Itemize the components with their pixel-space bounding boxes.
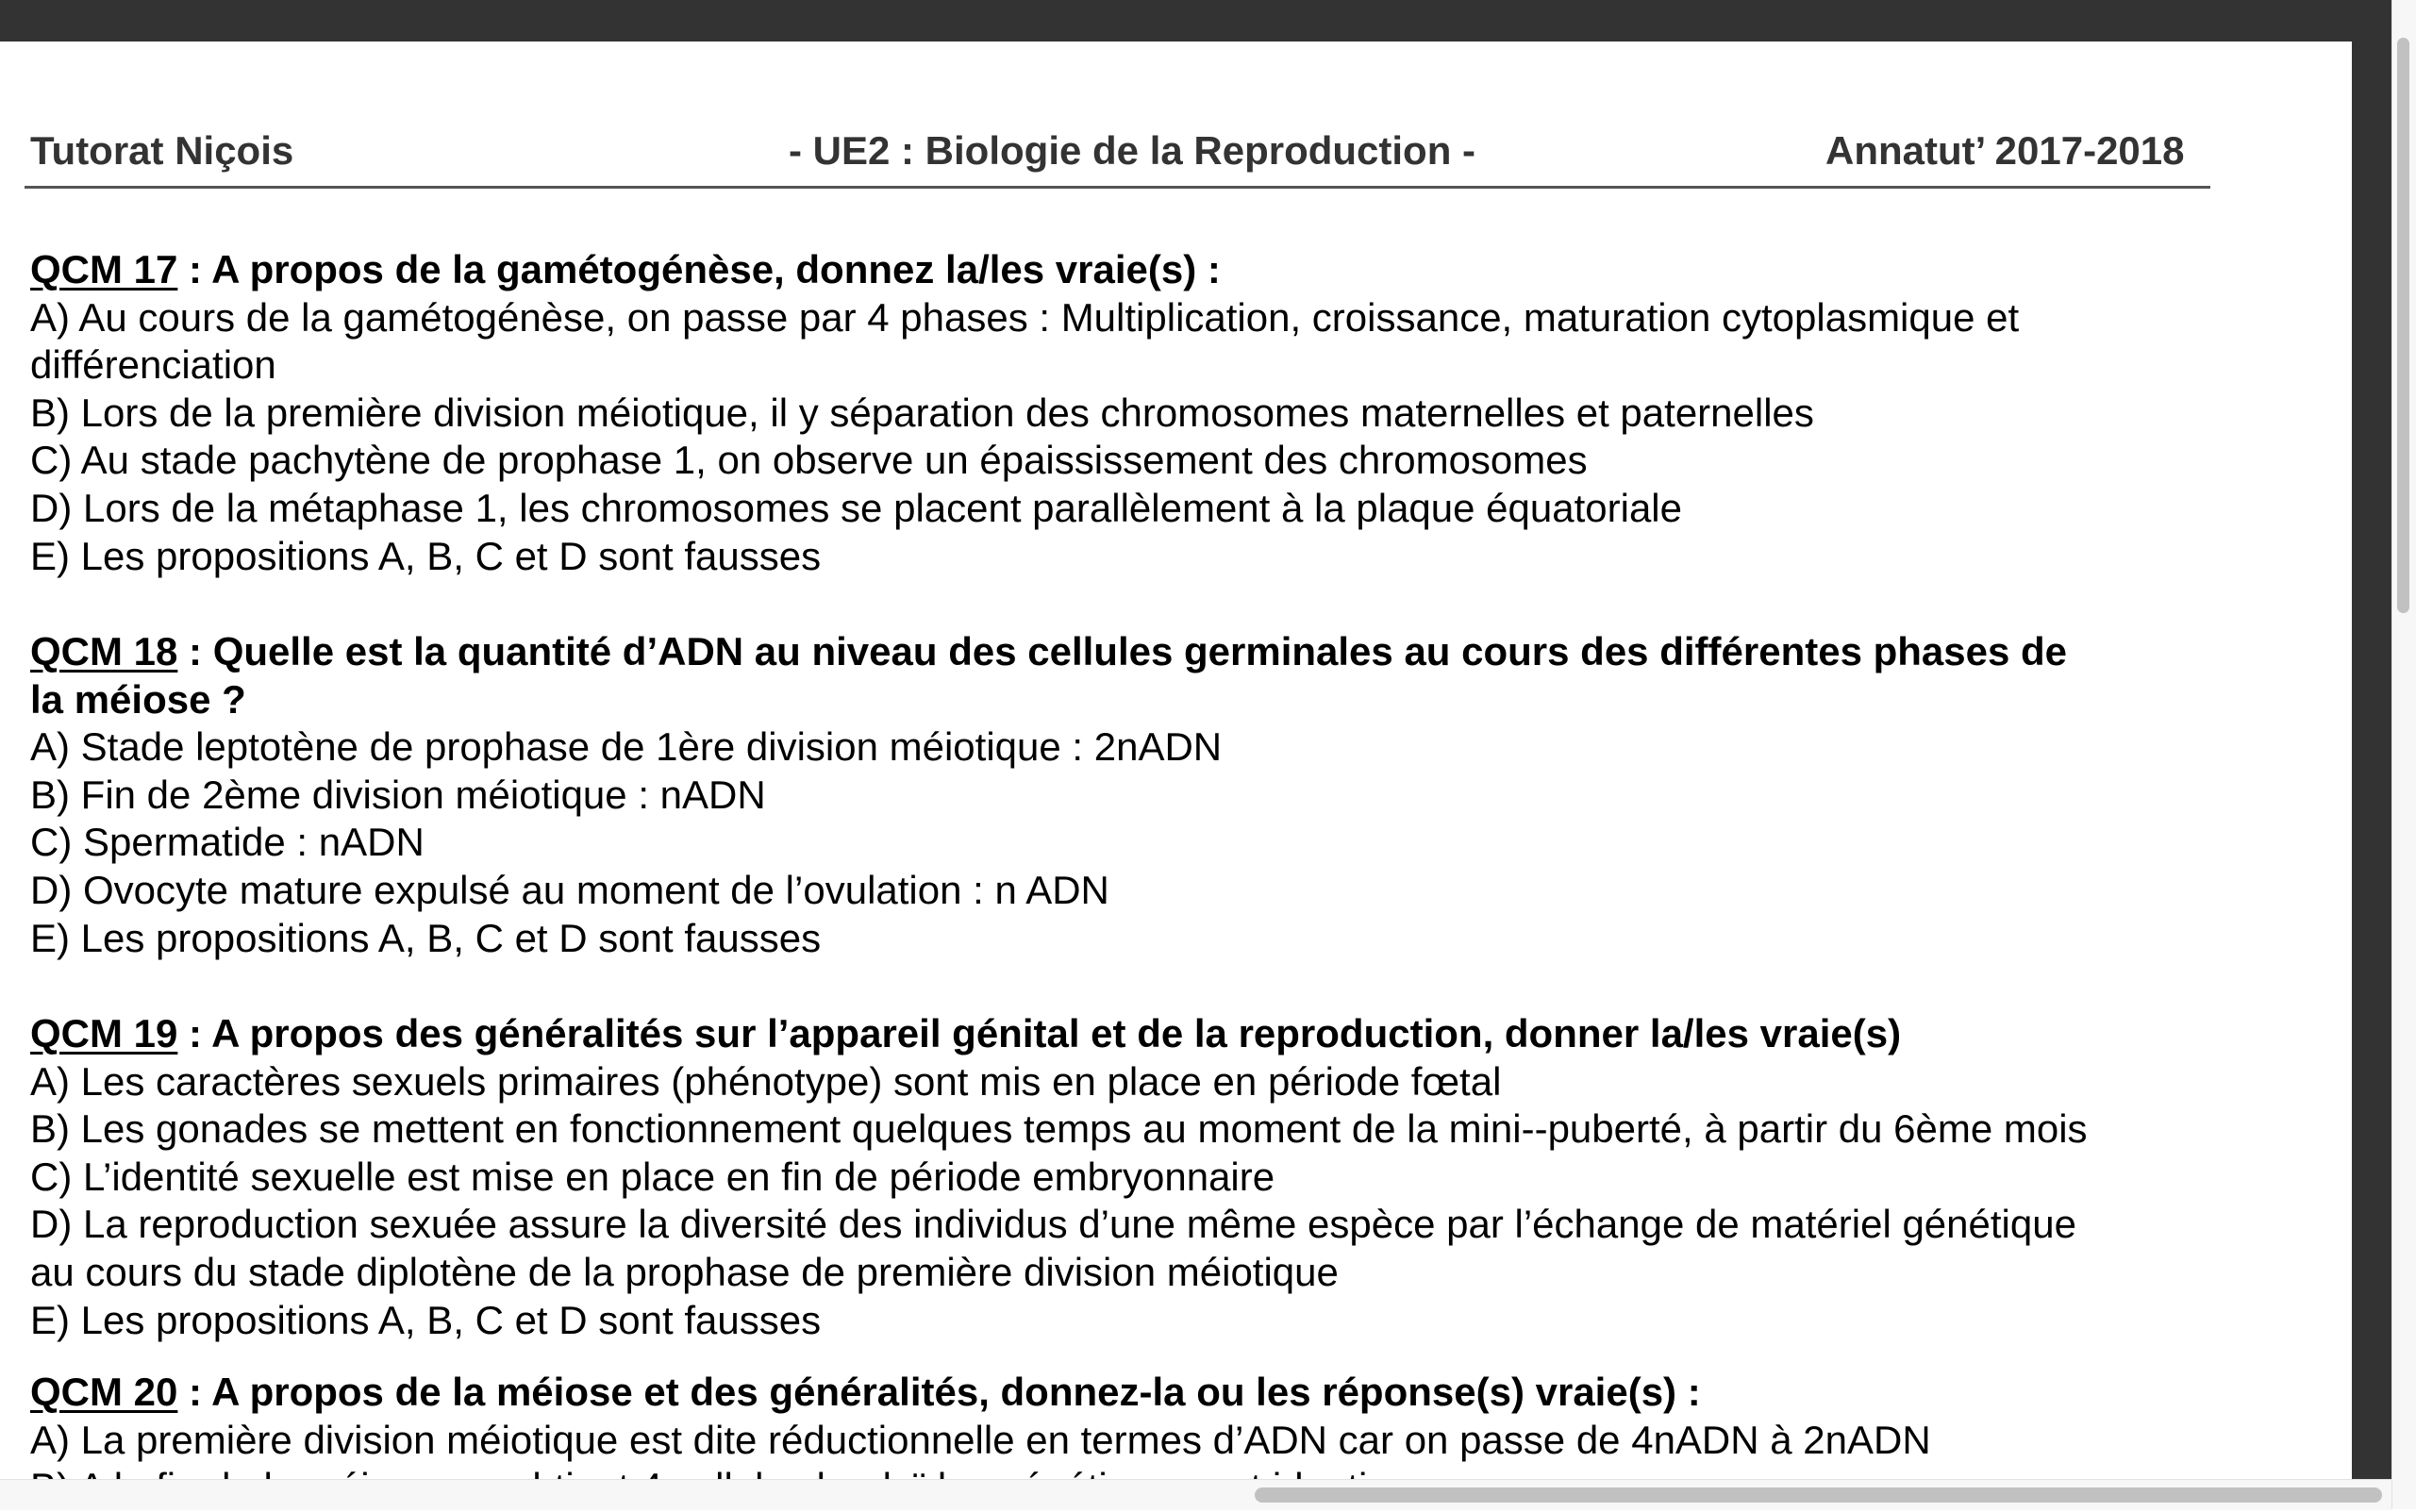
answer-option-line: A) Stade leptotène de prophase de 1ère division méiotique : 2nADN bbox=[30, 724, 1223, 770]
answer-option bbox=[30, 819, 2067, 867]
answer-option-line: B) Les gonades se mettent en fonctionnement quelques temps au moment de la mini--puberté, à partir du 6ème mois bbox=[30, 1106, 2088, 1152]
answer-option-line: A) La première division méiotique est dite réductionnelle en termes d’ADN car on passe de 4nADN à 2nADN bbox=[30, 1417, 1931, 1462]
answer-option bbox=[30, 867, 2067, 915]
answer-option-line: B) Lors de la première division méiotique, il y séparation des chromosomes maternelles et paternelles bbox=[30, 390, 1814, 435]
question-title bbox=[30, 1010, 2088, 1058]
answer-option bbox=[30, 723, 2067, 772]
question-title-line bbox=[30, 1010, 2088, 1058]
answer-option bbox=[30, 915, 2067, 963]
question-title-text: : A propos des généralités sur l’appareil génital et de la reproduction, donner la/les vraie(s) bbox=[177, 1011, 1902, 1055]
vertical-scrollbar-thumb[interactable] bbox=[2397, 38, 2409, 613]
answer-option-line: E) Les propositions A, B, C et D sont fausses bbox=[30, 533, 822, 578]
header-right: Annatut’ 2017-2018 bbox=[1825, 128, 2185, 173]
header-left: Tutorat Niçois bbox=[30, 128, 294, 173]
document-page bbox=[0, 42, 2352, 1479]
question-title-line bbox=[30, 1369, 1931, 1417]
viewer-top-bar bbox=[0, 0, 2415, 42]
question-title-line bbox=[30, 246, 2019, 294]
question-number: QCM 17 bbox=[30, 247, 178, 291]
answer-option-line: E) Les propositions A, B, C et D sont fausses bbox=[30, 1297, 822, 1342]
question-title-line bbox=[30, 676, 2067, 724]
question-title bbox=[30, 1369, 1931, 1417]
answer-option-line: différenciation bbox=[30, 342, 276, 388]
answer-option-line: C) Au stade pachytène de prophase 1, on observe un épaississement des chromosomes bbox=[30, 438, 1588, 483]
answer-option bbox=[30, 1201, 2088, 1296]
answer-option bbox=[30, 772, 2067, 820]
header-center: - UE2 : Biologie de la Reproduction - bbox=[789, 128, 1476, 173]
answer-option-line: D) Ovocyte mature expulsé au moment de l’ovulation : n ADN bbox=[30, 867, 1109, 912]
question-number: QCM 18 bbox=[30, 629, 178, 673]
question-title bbox=[30, 246, 2019, 294]
answer-option-line: au cours du stade diplotène de la prophase de première division méiotique bbox=[30, 1249, 1339, 1294]
answer-option bbox=[30, 1154, 2088, 1202]
answer-option bbox=[30, 437, 2019, 485]
answer-option-line: A) Au cours de la gamétogénèse, on passe par 4 phases : Multiplication, croissance, maturation cytoplasmique et bbox=[30, 294, 2020, 340]
answer-option-line: C) L’identité sexuelle est mise en place en fin de période embryonnaire bbox=[30, 1154, 1275, 1199]
question-title-text: : A propos de la méiose et des généralités, donnez-la ou les réponse(s) vraie(s) : bbox=[177, 1370, 1701, 1414]
horizontal-scrollbar-thumb[interactable] bbox=[1255, 1487, 2382, 1503]
answer-option bbox=[30, 533, 2019, 581]
answer-option bbox=[30, 1105, 2088, 1154]
answer-option-line: D) Lors de la métaphase 1, les chromosomes se placent parallèlement à la plaque équatoriale bbox=[30, 485, 1682, 530]
question-block bbox=[30, 246, 2019, 580]
question-number: QCM 19 bbox=[30, 1011, 178, 1055]
answer-option bbox=[30, 294, 2019, 390]
answer-option bbox=[30, 1058, 2088, 1106]
answer-option bbox=[30, 1417, 1931, 1465]
answer-option-line: C) Spermatide : nADN bbox=[30, 820, 425, 865]
answer-option-line: B) Fin de 2ème division méiotique : nADN bbox=[30, 772, 766, 817]
question-title bbox=[30, 628, 2067, 723]
answer-option bbox=[30, 485, 2019, 533]
viewer-side-bar bbox=[2352, 42, 2391, 1479]
question-block bbox=[30, 628, 2067, 962]
question-title-text: : A propos de la gamétogénèse, donnez la/les vraie(s) : bbox=[177, 247, 1221, 291]
answer-option bbox=[30, 390, 2019, 438]
question-title-text: : Quelle est la quantité d’ADN au niveau des cellules germinales au cours des différentes phases de bbox=[177, 629, 2068, 673]
question-title-text: la méiose ? bbox=[30, 676, 246, 722]
question-title-line bbox=[30, 628, 2067, 676]
answer-option-line: E) Les propositions A, B, C et D sont fausses bbox=[30, 915, 822, 960]
question-number: QCM 20 bbox=[30, 1370, 178, 1414]
answer-option-line: A) Les caractères sexuels primaires (phénotype) sont mis en place en période fœtal bbox=[30, 1058, 1502, 1104]
answer-option bbox=[30, 1297, 2088, 1345]
question-block bbox=[30, 1010, 2088, 1344]
header-divider bbox=[25, 186, 2210, 189]
answer-option-line: D) La reproduction sexuée assure la diversité des individus d’une même espèce par l’échange de matériel génétique bbox=[30, 1202, 2076, 1247]
